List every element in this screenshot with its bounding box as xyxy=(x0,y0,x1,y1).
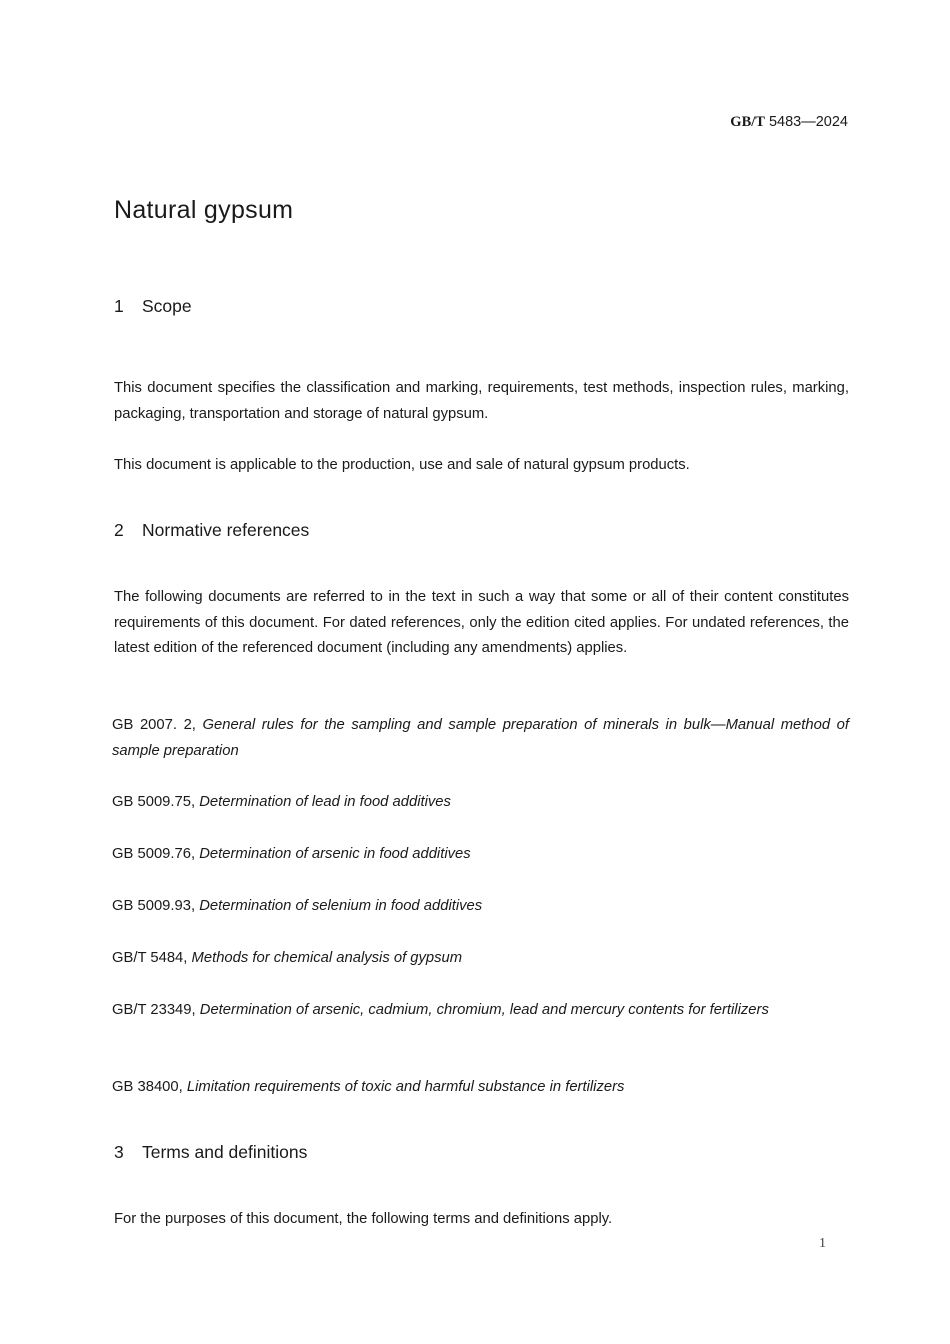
reference-title: Limitation requirements of toxic and harmful substance in fertilizers xyxy=(186,1079,625,1095)
scope-paragraph-2: This document is applicable to the production, use and sale of natural gypsum products. xyxy=(114,457,690,473)
reference-code: GB/T 5484, xyxy=(112,950,188,966)
reference-item xyxy=(112,842,849,868)
reference-title: Methods for chemical analysis of gypsum xyxy=(191,950,463,966)
page-title: Natural gypsum xyxy=(114,196,294,224)
reference-item xyxy=(112,713,849,764)
terms-paragraph: For the purposes of this document, the following terms and definitions apply. xyxy=(114,1211,613,1227)
reference-item xyxy=(112,998,849,1024)
reference-code: GB 5009.75, xyxy=(112,794,196,810)
references-intro-paragraph: The following documents are referred to in the text in such a way that some or all of their content constitutes requirements of this document. For dated references, only the edition cited applies. For undated references, the latest edition of the referenced document (including any amendments) applies. xyxy=(114,589,849,656)
reference-code: GB/T 23349, xyxy=(112,1002,196,1018)
section-number: 1 xyxy=(114,296,124,316)
reference-title: General rules for the sampling and sample preparation of minerals in bulk—Manual method of sample preparation xyxy=(112,717,849,759)
page-number: 1 xyxy=(819,1236,826,1251)
section-heading-scope xyxy=(114,296,192,317)
section-title: Terms and definitions xyxy=(142,1142,308,1162)
reference-code: GB 38400, xyxy=(112,1079,183,1095)
reference-title: Determination of selenium in food additives xyxy=(199,898,483,914)
reference-item xyxy=(112,946,849,972)
reference-code: GB 5009.76, xyxy=(112,846,196,862)
reference-code: GB 2007. 2, xyxy=(112,717,196,733)
section-number: 3 xyxy=(114,1142,124,1162)
reference-title: Determination of arsenic in food additives xyxy=(199,846,471,862)
reference-code: GB 5009.93, xyxy=(112,898,196,914)
section-title: Scope xyxy=(142,296,192,316)
section-heading-terms-and-definitions xyxy=(114,1142,307,1163)
reference-title: Determination of arsenic, cadmium, chromium, lead and mercury contents for fertilizers xyxy=(199,1002,769,1018)
section-number: 2 xyxy=(114,520,124,540)
section-heading-normative-references xyxy=(114,520,309,541)
document-code xyxy=(730,114,848,131)
scope-paragraph-1: This document specifies the classification and marking, requirements, test methods, inspection rules, marking, packaging, transportation and storage of natural gypsum. xyxy=(114,380,849,422)
reference-title: Determination of lead in food additives xyxy=(199,794,451,810)
reference-item xyxy=(112,894,849,920)
standard-number: 5483—2024 xyxy=(764,114,848,130)
reference-item xyxy=(112,1075,849,1101)
section-title: Normative references xyxy=(142,520,310,540)
standard-prefix: GB/T xyxy=(730,114,765,130)
reference-item xyxy=(112,790,849,816)
